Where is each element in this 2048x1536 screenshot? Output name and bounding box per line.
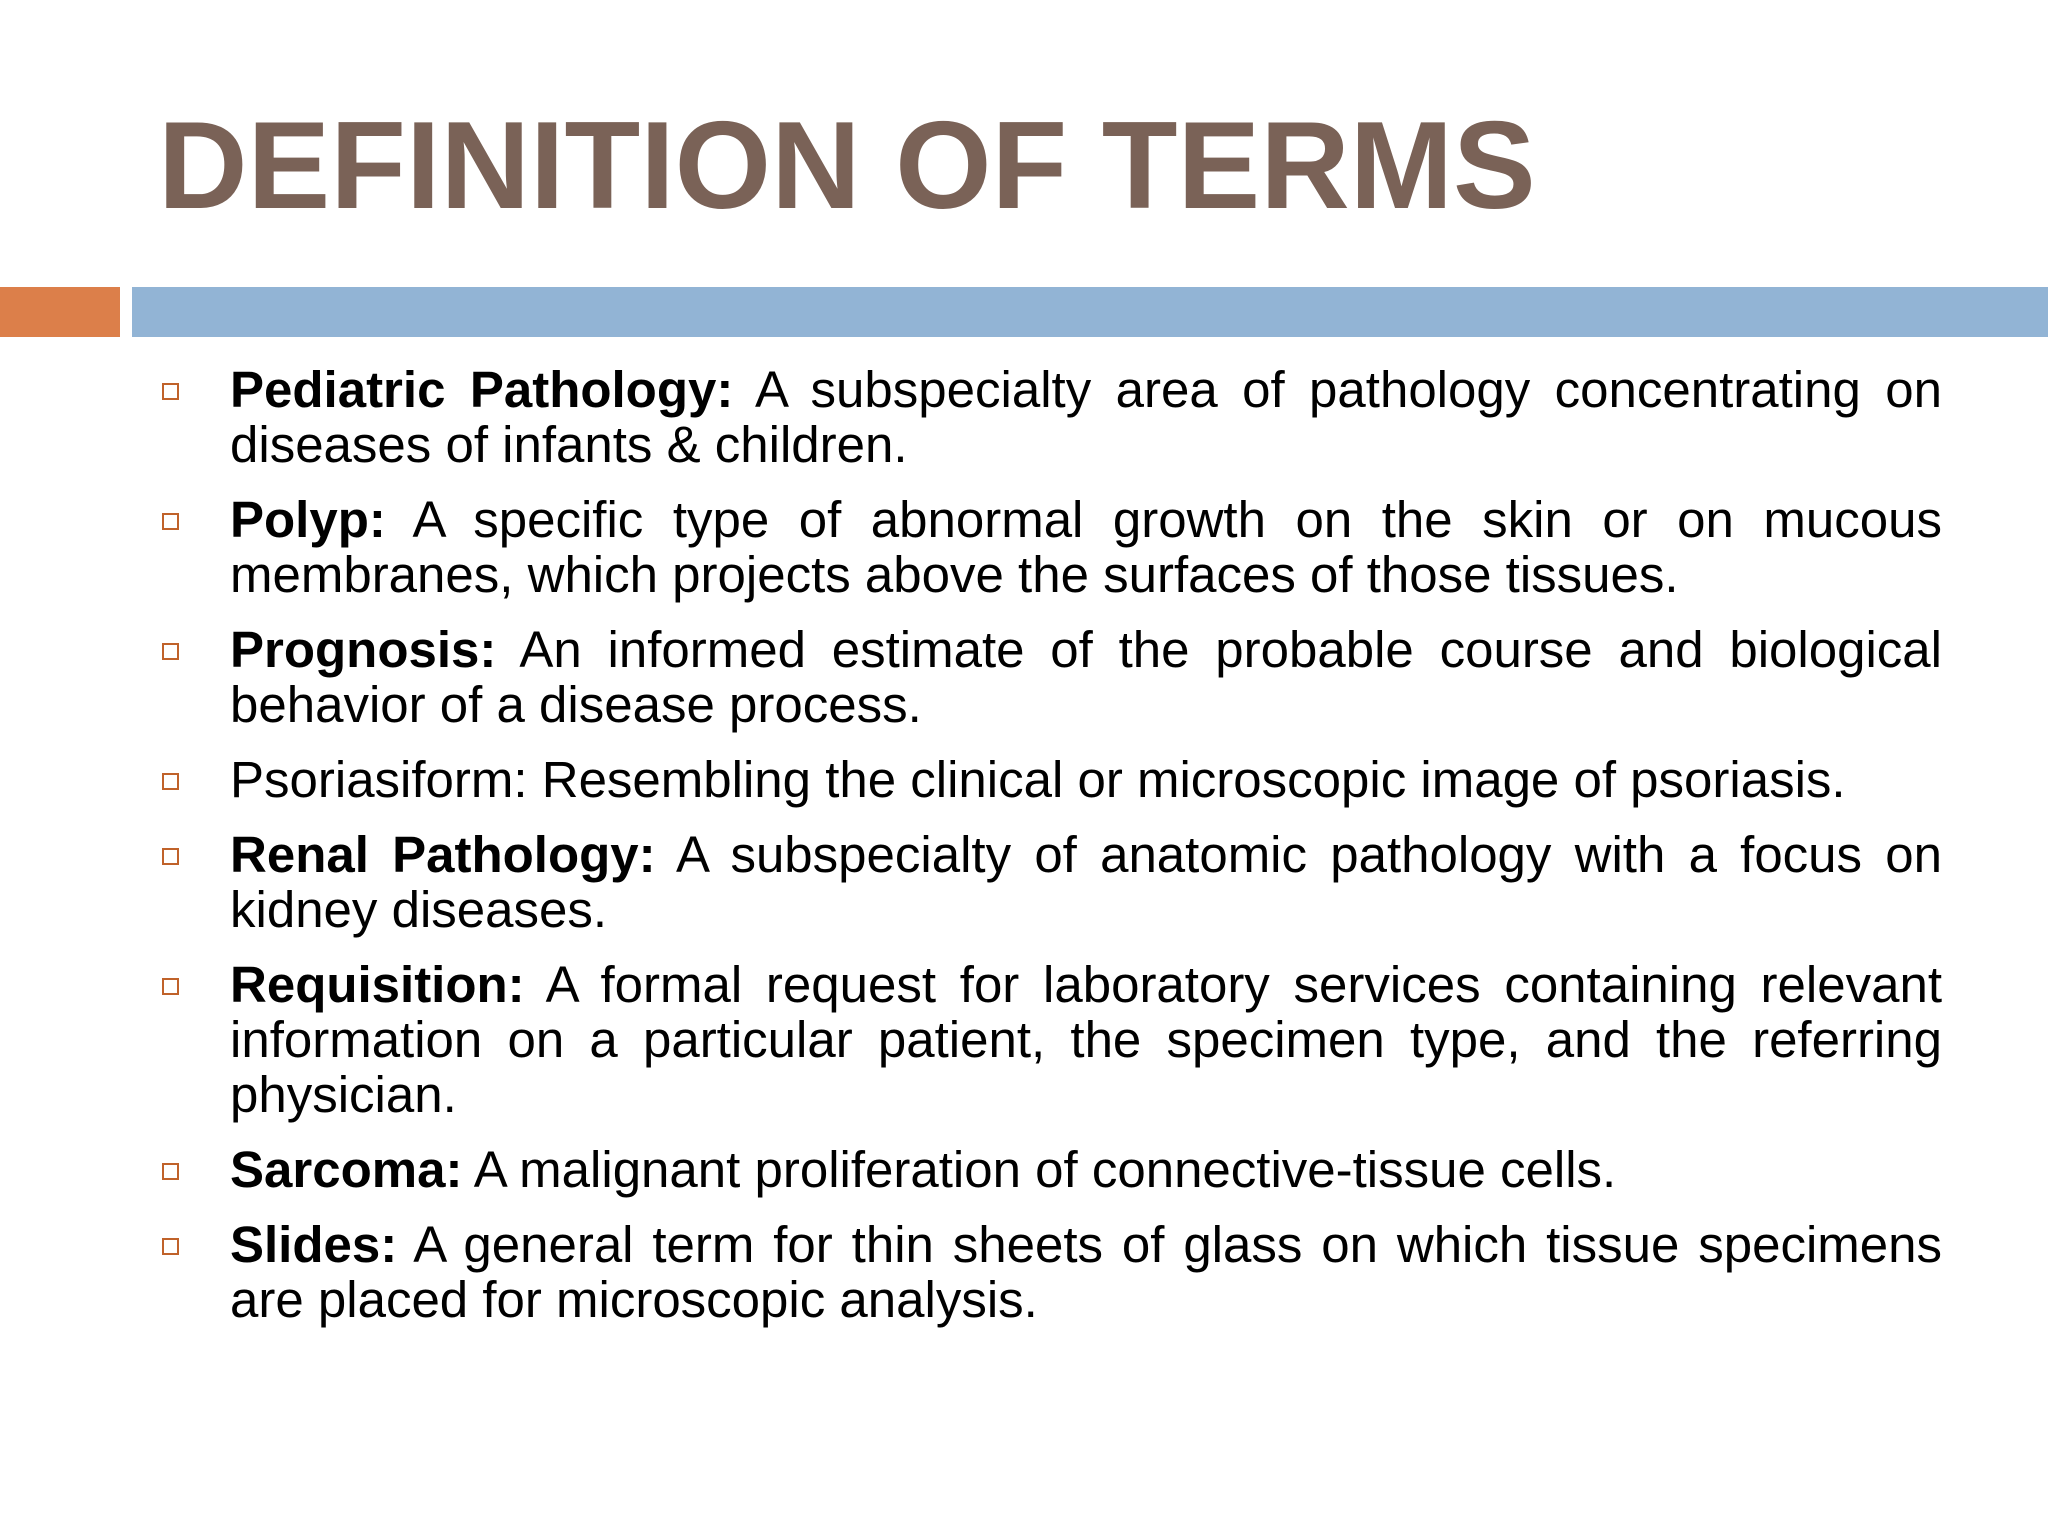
term-definition: An informed estimate of the probable course and biological behavior of a disease process.	[230, 621, 1942, 733]
term-definition: A subspecialty of anatomic pathology with a focus on kidney diseases.	[230, 826, 1943, 938]
hollow-square-icon	[162, 643, 179, 660]
terms-list	[158, 362, 1942, 1347]
list-item	[158, 1217, 1942, 1327]
accent-bar-blue	[132, 287, 2048, 337]
term-name: Prognosis:	[230, 621, 497, 678]
hollow-square-icon	[162, 1163, 179, 1180]
term-name: Psoriasiform:	[230, 751, 528, 808]
term-name: Renal Pathology:	[230, 826, 656, 883]
hollow-square-icon	[162, 978, 179, 995]
list-item	[158, 492, 1942, 602]
term-name: Requisition:	[230, 956, 525, 1013]
list-item	[158, 622, 1942, 732]
term-name: Sarcoma:	[230, 1141, 463, 1198]
term-definition: A malignant proliferation of connective-tissue cells.	[462, 1141, 1617, 1198]
term-definition: A subspecialty area of pathology concentrating on diseases of infants & children.	[230, 361, 1942, 473]
list-item	[158, 1142, 1942, 1197]
hollow-square-icon	[162, 513, 179, 530]
hollow-square-icon	[162, 848, 179, 865]
term-definition: A formal request for laboratory services containing relevant information on a particular patient, the specimen type, and the referring physician.	[230, 956, 1942, 1123]
list-item	[158, 752, 1942, 807]
accent-bar-orange	[0, 287, 120, 337]
slide-title: DEFINITION OF TERMS	[158, 97, 1536, 235]
list-item	[158, 957, 1942, 1122]
hollow-square-icon	[162, 773, 179, 790]
term-name: Slides:	[230, 1216, 398, 1273]
term-definition: Resembling the clinical or microscopic image of psoriasis.	[527, 751, 1846, 808]
term-definition: A general term for thin sheets of glass on which tissue specimens are placed for microscopic analysis.	[230, 1216, 1942, 1328]
hollow-square-icon	[162, 383, 179, 400]
list-item	[158, 362, 1942, 472]
term-name: Polyp:	[230, 491, 386, 548]
list-item	[158, 827, 1942, 937]
term-definition: A specific type of abnormal growth on the skin or on mucous membranes, which projects above the surfaces of those tissues.	[230, 491, 1942, 603]
term-name: Pediatric Pathology:	[230, 361, 734, 418]
hollow-square-icon	[162, 1238, 179, 1255]
